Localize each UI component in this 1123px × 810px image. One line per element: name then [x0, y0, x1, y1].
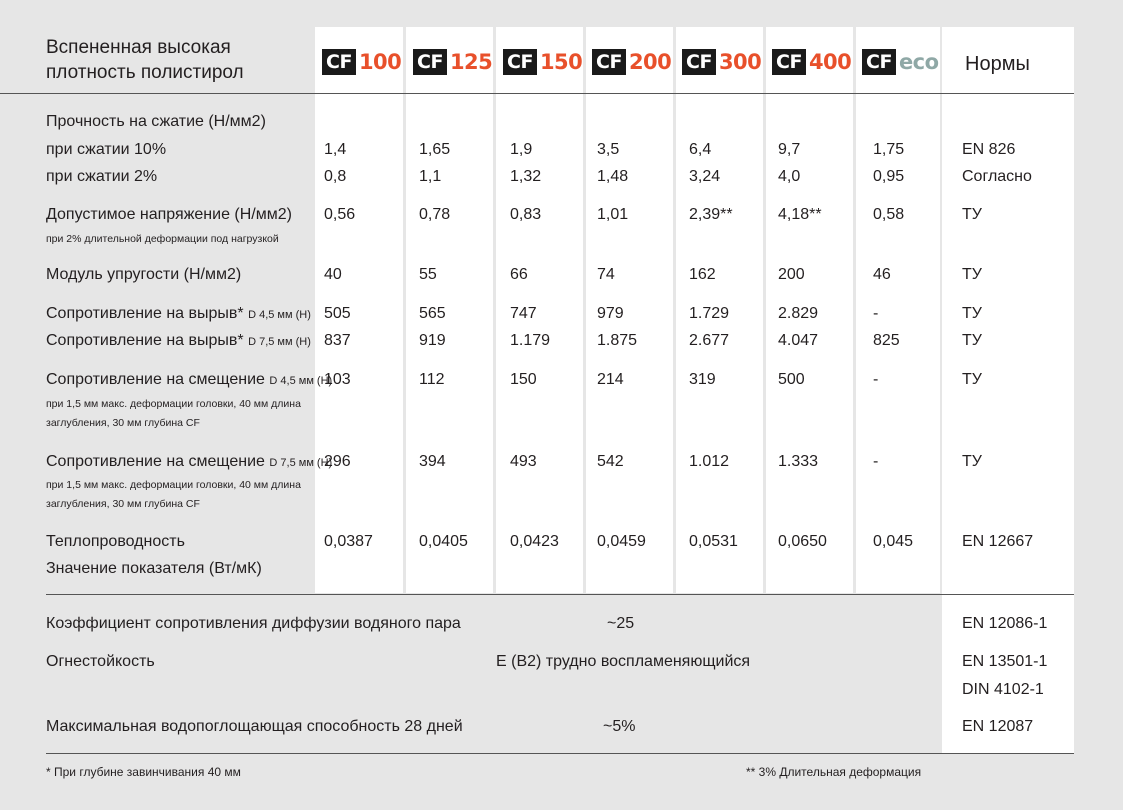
cell-cf125-compression-10: 1,65 — [419, 141, 451, 158]
logo-prefix: CF — [862, 49, 896, 75]
cell-cf400-pull-75: 4.047 — [778, 332, 819, 349]
cell-cf100-pull-45: 505 — [324, 305, 351, 322]
cell-common-water-absorption: ~5% — [603, 718, 636, 735]
product-logo-cf200 — [592, 49, 671, 75]
row-label-pull-out-75 — [46, 331, 311, 352]
product-logo-cf400 — [772, 49, 851, 75]
cell-cf125-thermal: 0,0405 — [419, 533, 468, 550]
cell-norm-modulus: ТУ — [962, 266, 982, 283]
cell-cf100-shift-75: 296 — [324, 453, 351, 470]
cell-cf125-pull-75: 919 — [419, 332, 446, 349]
cell-norm-shift-45: ТУ — [962, 371, 982, 388]
cell-norm-shift-75: ТУ — [962, 453, 982, 470]
product-logo-cf100 — [322, 49, 401, 75]
logo-suffix: 400 — [808, 50, 852, 74]
cell-cf300-modulus: 162 — [689, 266, 716, 283]
cell-cf300-pull-75: 2.677 — [689, 332, 730, 349]
row-label-shift-45 — [46, 370, 332, 391]
footnote-screw-depth: * При глубине завинчивания 40 мм — [46, 765, 241, 779]
logo-prefix: CF — [592, 49, 626, 75]
cell-cf125-stress: 0,78 — [419, 206, 451, 223]
cell-cfeco-thermal: 0,045 — [873, 533, 914, 550]
row-label-thermal-conductivity: Теплопроводность — [46, 533, 185, 550]
row-subnote-shift-75-line2: заглубления, 30 мм глубина CF — [46, 498, 200, 510]
cell-cf150-pull-45: 747 — [510, 305, 537, 322]
logo-prefix: CF — [682, 49, 716, 75]
cell-cf150-pull-75: 1.179 — [510, 332, 551, 349]
row-label-pull-out-45 — [46, 304, 311, 325]
logo-prefix: CF — [322, 49, 356, 75]
row-subnote-shift-45-line1: при 1,5 мм макс. деформации головки, 40 мм длина — [46, 398, 301, 410]
cell-cf400-thermal: 0,0650 — [778, 533, 827, 550]
logo-suffix: 150 — [539, 50, 583, 74]
cell-cf300-thermal: 0,0531 — [689, 533, 738, 550]
cell-cf300-shift-45: 319 — [689, 371, 716, 388]
cell-cf400-compression-10: 9,7 — [778, 141, 801, 158]
row-label-fire-resistance: Огнестойкость — [46, 653, 155, 670]
title-line-1: Вспененная высокая — [46, 37, 231, 58]
cell-cfeco-modulus: 46 — [873, 266, 891, 283]
cell-cf400-compression-2: 4,0 — [778, 168, 801, 185]
cell-cf125-compression-2: 1,1 — [419, 168, 442, 185]
cell-cf400-pull-45: 2.829 — [778, 305, 819, 322]
shift-75-suffix: D 7,5 мм (Н) — [269, 457, 333, 469]
cell-cf100-pull-75: 837 — [324, 332, 351, 349]
cell-cf300-compression-2: 3,24 — [689, 168, 721, 185]
cell-cf200-thermal: 0,0459 — [597, 533, 646, 550]
column-bg-cfeco — [856, 27, 940, 593]
cell-norm-compression-10: EN 826 — [962, 141, 1016, 158]
logo-prefix: CF — [772, 49, 806, 75]
cell-cf150-shift-75: 493 — [510, 453, 537, 470]
row-subnote-stress: при 2% длительной деформации под нагрузкой — [46, 233, 279, 245]
cell-norm-fire-resistance: EN 13501-1 — [962, 653, 1048, 670]
cell-cfeco-pull-75: 825 — [873, 332, 900, 349]
cell-cf400-shift-45: 500 — [778, 371, 805, 388]
cell-cf125-shift-75: 394 — [419, 453, 446, 470]
section-divider — [46, 594, 1074, 595]
table-bottom-divider — [46, 753, 1074, 754]
product-logo-cfeco — [862, 49, 939, 75]
cell-norm-pull-75: ТУ — [962, 332, 982, 349]
cell-cf200-shift-75: 542 — [597, 453, 624, 470]
row-label-compression-10: при сжатии 10% — [46, 141, 167, 158]
cell-cf150-modulus: 66 — [510, 266, 528, 283]
shift-45-main: Сопротивление на смещение — [46, 371, 265, 388]
cell-cf100-stress: 0,56 — [324, 206, 356, 223]
cell-common-fire-resistance: E (B2) трудно воспламеняющийся — [496, 653, 751, 670]
cell-cf125-shift-45: 112 — [419, 371, 445, 388]
cell-cfeco-compression-10: 1,75 — [873, 141, 905, 158]
cell-cf200-compression-2: 1,48 — [597, 168, 629, 185]
logo-suffix: 300 — [718, 50, 762, 74]
cell-cf200-shift-45: 214 — [597, 371, 624, 388]
cell-cf200-modulus: 74 — [597, 266, 615, 283]
cell-common-vapour-diffusion: ~25 — [607, 615, 635, 632]
logo-suffix: eco — [898, 50, 939, 74]
shift-45-suffix: D 4,5 мм (Н) — [269, 375, 333, 387]
cell-cf100-thermal: 0,0387 — [324, 533, 373, 550]
cell-cfeco-shift-45: - — [873, 371, 879, 388]
logo-suffix: 100 — [358, 50, 402, 74]
cell-norm-thermal: EN 12667 — [962, 533, 1034, 550]
cell-cf300-pull-45: 1.729 — [689, 305, 730, 322]
pull-out-45-main: Сопротивление на вырыв* — [46, 305, 244, 322]
product-logo-cf300 — [682, 49, 761, 75]
cell-cf300-compression-10: 6,4 — [689, 141, 712, 158]
cell-cf150-compression-2: 1,32 — [510, 168, 542, 185]
cell-cf150-thermal: 0,0423 — [510, 533, 559, 550]
cell-cf200-compression-10: 3,5 — [597, 141, 620, 158]
logo-suffix: 125 — [449, 50, 493, 74]
row-label-elastic-modulus: Модуль упругости (Н/мм2) — [46, 266, 242, 283]
cell-cf400-shift-75: 1.333 — [778, 453, 819, 470]
shift-75-main: Сопротивление на смещение — [46, 453, 265, 470]
cell-norm-vapour-diffusion: EN 12086-1 — [962, 615, 1048, 632]
cell-cfeco-shift-75: - — [873, 453, 879, 470]
table-title — [46, 35, 244, 85]
row-label-thermal-unit: Значение показателя (Вт/мК) — [46, 560, 262, 577]
cell-cf300-shift-75: 1.012 — [689, 453, 730, 470]
cell-norm-water-absorption: EN 12087 — [962, 718, 1034, 735]
cell-cf150-shift-45: 150 — [510, 371, 537, 388]
cell-cf150-stress: 0,83 — [510, 206, 542, 223]
cell-norm-pull-45: ТУ — [962, 305, 982, 322]
cell-cfeco-compression-2: 0,95 — [873, 168, 905, 185]
product-logo-cf125 — [413, 49, 492, 75]
cell-cf200-pull-45: 979 — [597, 305, 624, 322]
cell-cf100-compression-2: 0,8 — [324, 168, 347, 185]
cell-norm-fire-resistance-2: DIN 4102-1 — [962, 681, 1044, 698]
row-label-water-absorption: Максимальная водопоглощающая способность 28 дней — [46, 718, 463, 735]
cell-cf200-stress: 1,01 — [597, 206, 629, 223]
header-divider — [0, 93, 1074, 94]
logo-suffix: 200 — [628, 50, 672, 74]
cell-cf125-modulus: 55 — [419, 266, 437, 283]
column-bg-norms — [942, 27, 1074, 753]
footnote-long-term-deformation: ** 3% Длительная деформация — [746, 765, 922, 779]
row-label-vapour-diffusion: Коэффициент сопротивления диффузии водяного пара — [46, 615, 461, 632]
cell-norm-compression-2: Согласно — [962, 168, 1032, 185]
cell-cf400-stress: 4,18** — [778, 206, 822, 223]
cell-cf300-stress: 2,39** — [689, 206, 733, 223]
logo-prefix: CF — [503, 49, 537, 75]
pull-out-75-main: Сопротивление на вырыв* — [46, 332, 244, 349]
cell-cf100-compression-10: 1,4 — [324, 141, 347, 158]
row-label-shift-75 — [46, 452, 332, 473]
logo-prefix: CF — [413, 49, 447, 75]
cell-cfeco-pull-45: - — [873, 305, 879, 322]
cell-cf150-compression-10: 1,9 — [510, 141, 533, 158]
cell-cf200-pull-75: 1.875 — [597, 332, 638, 349]
cell-cf400-modulus: 200 — [778, 266, 805, 283]
row-subnote-shift-75-line1: при 1,5 мм макс. деформации головки, 40 мм длина — [46, 479, 301, 491]
cell-cf100-modulus: 40 — [324, 266, 342, 283]
norms-header: Нормы — [965, 53, 1030, 75]
title-line-2: плотность полистирол — [46, 62, 244, 83]
pull-out-75-suffix: D 7,5 мм (Н) — [248, 336, 311, 348]
row-label-compression-2: при сжатии 2% — [46, 168, 158, 185]
product-logo-cf150 — [503, 49, 582, 75]
row-label-allowable-stress: Допустимое напряжение (Н/мм2) — [46, 206, 292, 223]
cell-cf125-pull-45: 565 — [419, 305, 446, 322]
row-label-compressive-strength: Прочность на сжатие (Н/мм2) — [46, 113, 266, 130]
cell-cfeco-stress: 0,58 — [873, 206, 905, 223]
cell-cf100-shift-45: 103 — [324, 371, 351, 388]
cell-norm-stress: ТУ — [962, 206, 982, 223]
pull-out-45-suffix: D 4,5 мм (Н) — [248, 309, 311, 321]
row-subnote-shift-45-line2: заглубления, 30 мм глубина CF — [46, 417, 200, 429]
